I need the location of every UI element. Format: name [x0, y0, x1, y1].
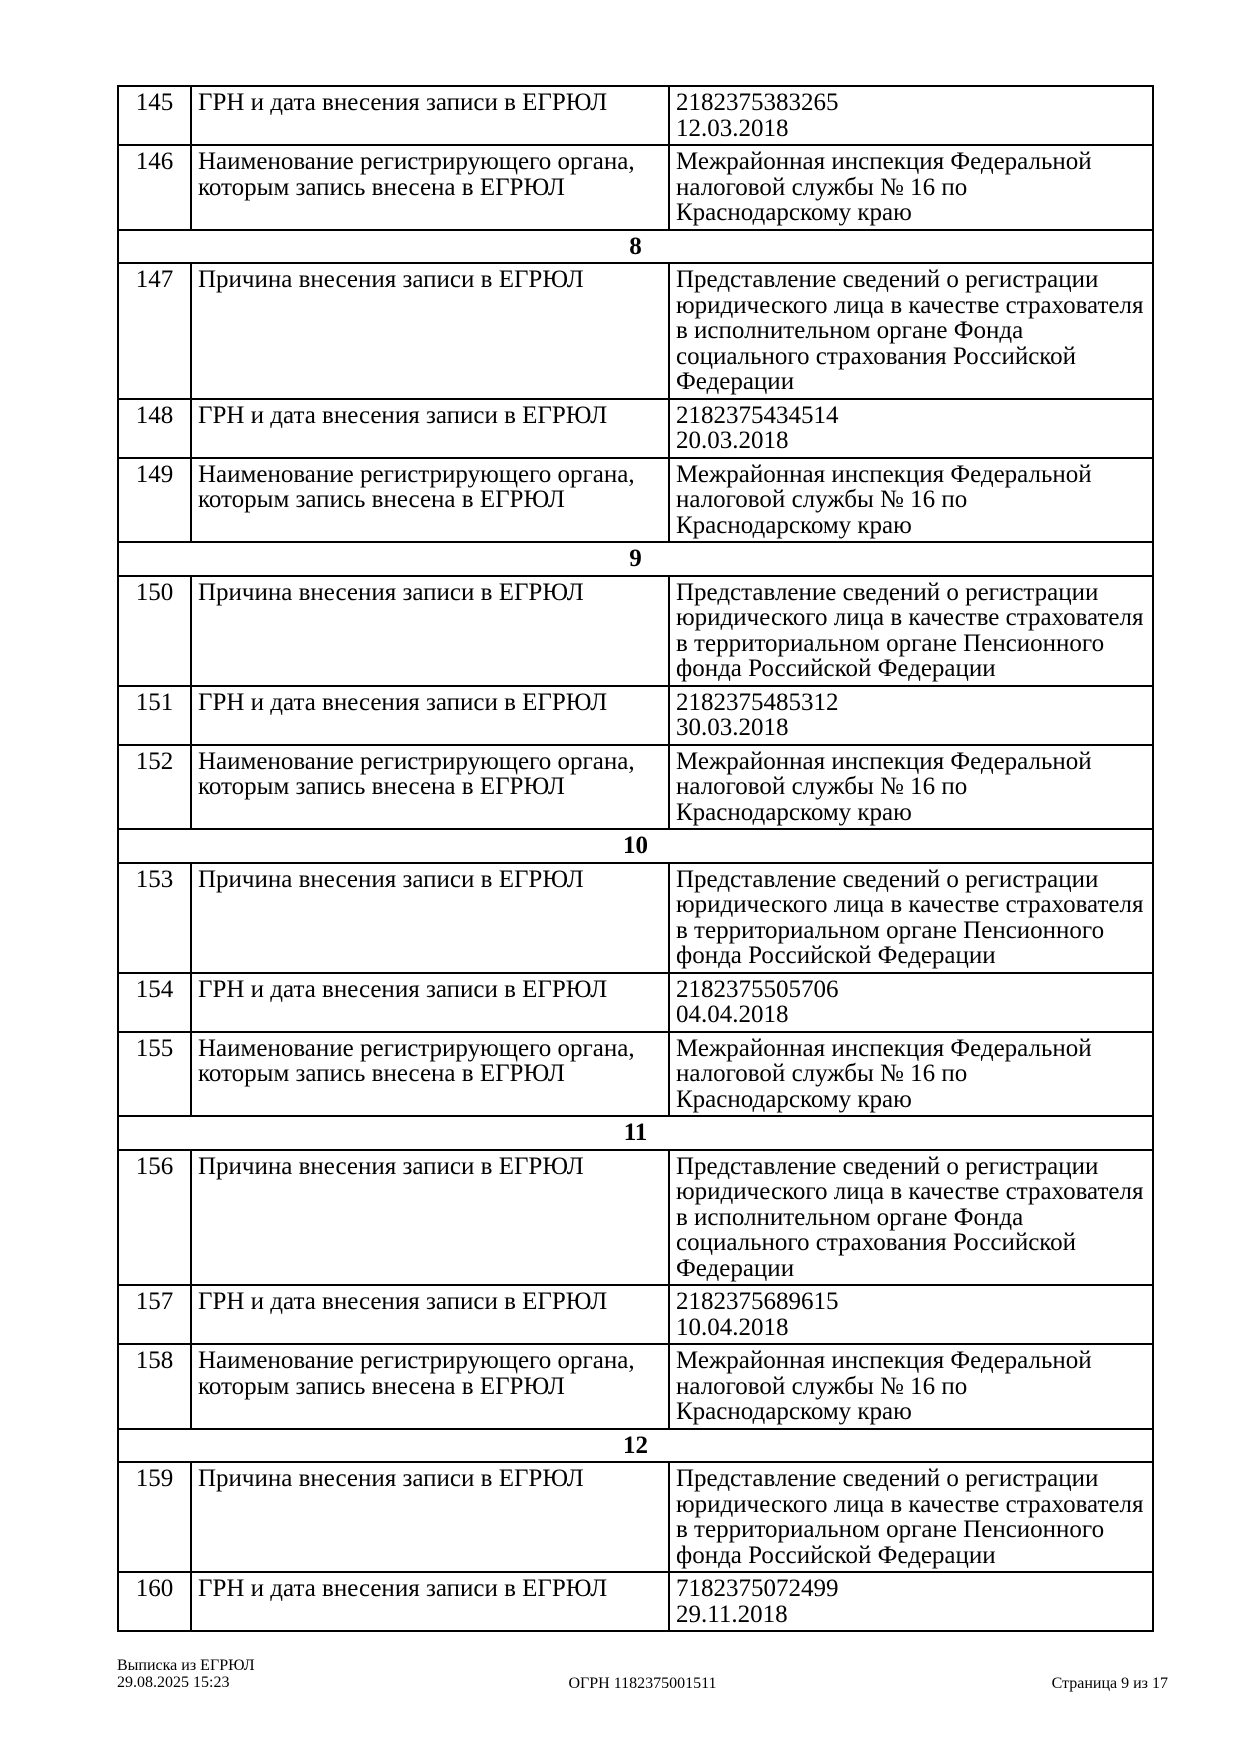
field-value-line: 2182375485312: [676, 688, 839, 716]
row-number: 154: [118, 973, 191, 1032]
field-value: [669, 399, 1153, 458]
field-name: ГРН и дата внесения записи в ЕГРЮЛ: [191, 973, 669, 1032]
field-value: [669, 1572, 1153, 1631]
field-value-line: 30.03.2018: [676, 714, 789, 741]
field-name: Наименование регистрирующего органа, которым запись внесена в ЕГРЮЛ: [191, 745, 669, 830]
field-value: [669, 86, 1153, 145]
field-value: [669, 458, 1153, 543]
field-name: Причина внесения записи в ЕГРЮЛ: [191, 1462, 669, 1572]
field-name: Причина внесения записи в ЕГРЮЛ: [191, 263, 669, 399]
section-number: 10: [118, 829, 1153, 863]
field-value-line: 2182375505706: [676, 975, 839, 1003]
row-number: 146: [118, 145, 191, 230]
section-header-row: [118, 1116, 1153, 1150]
table-row: [118, 1462, 1153, 1572]
egrul-records-table: [117, 85, 1154, 1632]
field-value-line: 2182375689615: [676, 1288, 839, 1315]
section-header-row: [118, 829, 1153, 863]
section-number: 8: [118, 230, 1153, 264]
field-value-line: 29.11.2018: [676, 1600, 788, 1628]
field-value: [669, 1150, 1153, 1286]
table-row: [118, 1344, 1153, 1429]
table-row: [118, 686, 1153, 745]
field-value: [669, 686, 1153, 745]
field-value-line: Межрайонная инспекция Федеральной налоговой службы № 16 по Краснодарскому краю: [676, 1034, 1092, 1113]
table-row: [118, 1572, 1153, 1631]
section-number: 9: [118, 542, 1153, 576]
table-row: [118, 263, 1153, 399]
row-number: 153: [118, 863, 191, 973]
field-name: ГРН и дата внесения записи в ЕГРЮЛ: [191, 86, 669, 145]
section-header-row: [118, 542, 1153, 576]
field-value-line: 2182375383265: [676, 89, 839, 116]
field-value: [669, 863, 1153, 973]
field-value: [669, 1032, 1153, 1117]
field-value-line: 10.04.2018: [676, 1313, 789, 1341]
field-name: Наименование регистрирующего органа, которым запись внесена в ЕГРЮЛ: [191, 1032, 669, 1117]
field-value-line: Представление сведений о регистрации юридического лица в качестве страхователя в исполнительном органе Фонда социального страхования Российской Федерации: [676, 266, 1144, 395]
field-value-line: 12.03.2018: [676, 114, 789, 142]
field-value-line: Межрайонная инспекция Федеральной налоговой службы № 16 по Краснодарскому краю: [676, 1347, 1092, 1425]
table-row: [118, 745, 1153, 830]
field-value-line: Межрайонная инспекция Федеральной налоговой службы № 16 по Краснодарскому краю: [676, 460, 1092, 539]
field-value-line: Представление сведений о регистрации юридического лица в качестве страхователя в территориальном органе Пенсионного фонда Российской Федерации: [676, 1465, 1144, 1569]
row-number: 155: [118, 1032, 191, 1117]
row-number: 149: [118, 458, 191, 543]
field-value: [669, 1285, 1153, 1344]
table-row: [118, 863, 1153, 973]
field-value: [669, 145, 1153, 230]
table-row: [118, 86, 1153, 145]
field-name: ГРН и дата внесения записи в ЕГРЮЛ: [191, 686, 669, 745]
footer-left-block: [117, 1658, 255, 1691]
row-number: 150: [118, 576, 191, 686]
footer-page-number: Страница 9 из 17: [1051, 1674, 1168, 1692]
section-header-row: [118, 230, 1153, 264]
field-name: ГРН и дата внесения записи в ЕГРЮЛ: [191, 399, 669, 458]
field-name: ГРН и дата внесения записи в ЕГРЮЛ: [191, 1572, 669, 1631]
field-name: ГРН и дата внесения записи в ЕГРЮЛ: [191, 1285, 669, 1344]
row-number: 159: [118, 1462, 191, 1572]
row-number: 157: [118, 1285, 191, 1344]
section-number: 12: [118, 1429, 1153, 1463]
field-value: [669, 576, 1153, 686]
field-value: [669, 973, 1153, 1032]
page-footer: [117, 1658, 1168, 1692]
row-number: 148: [118, 399, 191, 458]
section-number: 11: [118, 1116, 1153, 1150]
field-value: [669, 745, 1153, 830]
table-row: [118, 399, 1153, 458]
field-value-line: Представление сведений о регистрации юридического лица в качестве страхователя в исполнительном органе Фонда социального страхования Российской Федерации: [676, 1152, 1144, 1282]
footer-doc-type: Выписка из ЕГРЮЛ: [117, 1657, 255, 1674]
row-number: 156: [118, 1150, 191, 1286]
field-value-line: Представление сведений о регистрации юридического лица в качестве страхователя в территориальном органе Пенсионного фонда Российской Федерации: [676, 578, 1144, 682]
field-name: Наименование регистрирующего органа, которым запись внесена в ЕГРЮЛ: [191, 145, 669, 230]
table-row: [118, 145, 1153, 230]
field-name: Наименование регистрирующего органа, которым запись внесена в ЕГРЮЛ: [191, 1344, 669, 1429]
field-value-line: Межрайонная инспекция Федеральной налоговой службы № 16 по Краснодарскому краю: [676, 747, 1092, 826]
field-value-line: Межрайонная инспекция Федеральной налоговой службы № 16 по Краснодарскому краю: [676, 148, 1092, 226]
row-number: 145: [118, 86, 191, 145]
table-row: [118, 1285, 1153, 1344]
table-row: [118, 458, 1153, 543]
table-row: [118, 1032, 1153, 1117]
footer-ogrn: ОГРН 1182375001511: [568, 1674, 717, 1692]
field-name: Причина внесения записи в ЕГРЮЛ: [191, 863, 669, 973]
field-value-line: 20.03.2018: [676, 427, 789, 454]
row-number: 147: [118, 263, 191, 399]
field-name: Причина внесения записи в ЕГРЮЛ: [191, 576, 669, 686]
footer-datetime: 29.08.2025 15:23: [117, 1673, 230, 1691]
field-value: [669, 1462, 1153, 1572]
field-name: Наименование регистрирующего органа, которым запись внесена в ЕГРЮЛ: [191, 458, 669, 543]
field-value-line: 7182375072499: [676, 1575, 839, 1602]
row-number: 151: [118, 686, 191, 745]
field-value-line: Представление сведений о регистрации юридического лица в качестве страхователя в территориальном органе Пенсионного фонда Российской Федерации: [676, 865, 1144, 969]
table-row: [118, 973, 1153, 1032]
row-number: 160: [118, 1572, 191, 1631]
table-row: [118, 576, 1153, 686]
field-value-line: 2182375434514: [676, 401, 839, 429]
field-value-line: 04.04.2018: [676, 1001, 789, 1028]
row-number: 152: [118, 745, 191, 830]
field-value: [669, 263, 1153, 399]
row-number: 158: [118, 1344, 191, 1429]
field-value: [669, 1344, 1153, 1429]
section-header-row: [118, 1429, 1153, 1463]
field-name: Причина внесения записи в ЕГРЮЛ: [191, 1150, 669, 1286]
table-row: [118, 1150, 1153, 1286]
